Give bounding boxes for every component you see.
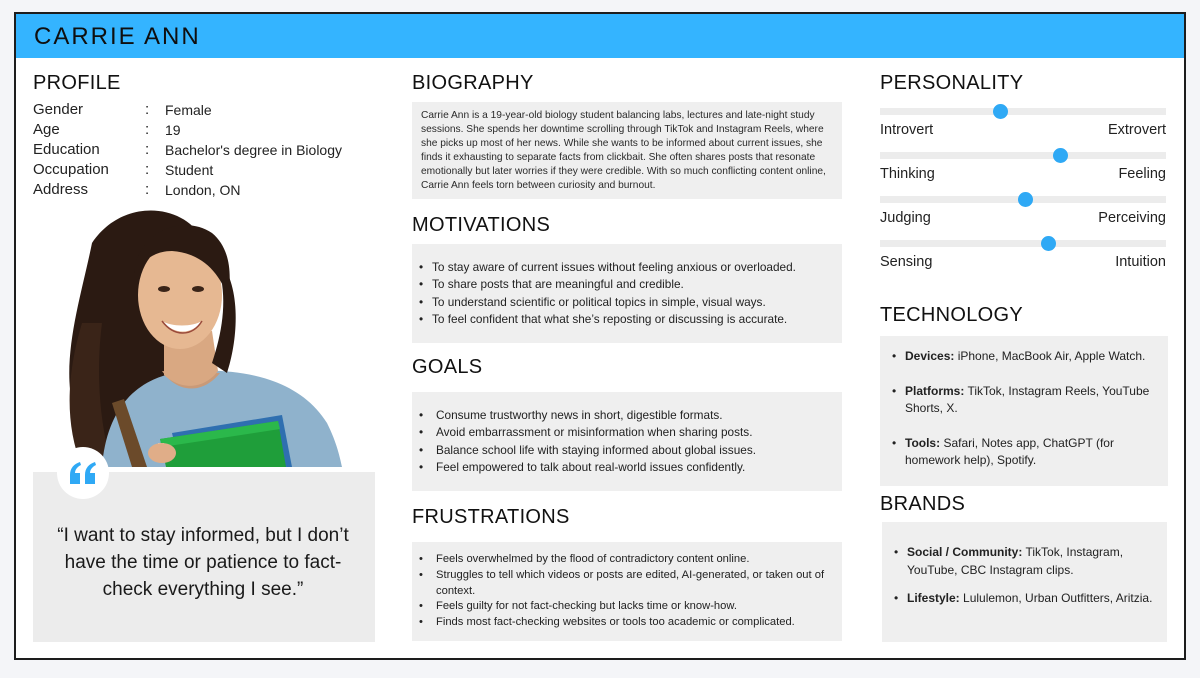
profile-separator: : bbox=[145, 121, 150, 138]
profile-value: Student bbox=[165, 162, 214, 178]
profile-value: London, ON bbox=[165, 182, 241, 198]
list-item bbox=[890, 435, 1158, 470]
motivations-panel bbox=[412, 244, 842, 343]
list-item: • Avoid embarrassment or misinformation when sharing posts. bbox=[412, 424, 842, 441]
profile-value: Bachelor's degree in Biology bbox=[165, 142, 343, 158]
technology-panel bbox=[880, 336, 1168, 486]
profile-list bbox=[33, 100, 342, 200]
list-item: • To stay aware of current issues without feeling anxious or overloaded. bbox=[412, 259, 842, 276]
profile-separator: : bbox=[145, 101, 150, 118]
list-item: • Balance school life with staying informed about global issues. bbox=[412, 442, 842, 459]
scale-left-label: Introvert bbox=[880, 122, 934, 138]
profile-row-age bbox=[33, 120, 342, 140]
item-text: TikTok, Instagram, YouTube, CBC Instagram clips. bbox=[907, 545, 1124, 577]
profile-label: Education bbox=[33, 141, 100, 158]
list-item: • To understand scientific or political topics in simple, visual ways. bbox=[412, 294, 842, 311]
scale-right-label: Feeling bbox=[1118, 166, 1166, 182]
list-item bbox=[890, 348, 1158, 366]
list-item: • Feel empowered to talk about real-world issues confidently. bbox=[412, 459, 842, 476]
list-item bbox=[890, 383, 1158, 418]
goals-heading: GOALS bbox=[412, 356, 483, 378]
list-item: • Feels overwhelmed by the flood of contradictory content online. bbox=[412, 552, 826, 568]
scale-left-label: Sensing bbox=[880, 254, 933, 270]
brands-panel bbox=[882, 522, 1167, 642]
profile-label: Address bbox=[33, 181, 89, 198]
scale-left-label: Thinking bbox=[880, 166, 935, 182]
item-label: Devices: bbox=[905, 349, 955, 363]
goals-list bbox=[412, 407, 842, 477]
list-item: • Struggles to tell which videos or posts are edited, AI-generated, or taken out of context. bbox=[412, 568, 826, 600]
list-item: • Consume trustworthy news in short, digestible formats. bbox=[412, 407, 842, 424]
frustrations-list bbox=[412, 552, 842, 631]
scale-marker bbox=[1053, 148, 1068, 163]
name-banner bbox=[16, 14, 1184, 58]
profile-value: Female bbox=[165, 102, 212, 118]
quote-mark-icon bbox=[57, 447, 109, 499]
personality-heading: PERSONALITY bbox=[880, 72, 1024, 94]
biography-text: Carrie Ann is a 19-year-old biology student balancing labs, lectures and late-night study sessions. She spends her downtime scrolling through TikTok and Instagram Reels, where she picks up most of her news. While she wants to be informed about current issues, she finds it exhausting to separate facts from clickbait. She often shares posts that resonate emotionally but later worries if they were credible. With so much conflicting content online, Carrie Ann feels torn between curiosity and burnout. bbox=[421, 110, 826, 191]
goals-panel bbox=[412, 392, 842, 491]
item-text: TikTok, Instagram Reels, YouTube Shorts, X. bbox=[905, 383, 1150, 415]
persona-photo bbox=[52, 203, 342, 467]
technology-list bbox=[880, 336, 1168, 470]
brands-heading: BRANDS bbox=[880, 493, 966, 515]
motivations-list bbox=[412, 259, 842, 329]
profile-row-education bbox=[33, 140, 342, 160]
persona-name: CARRIE ANN bbox=[34, 23, 201, 50]
scale-right-label: Extrovert bbox=[1107, 122, 1166, 138]
scale-left-label: Judging bbox=[880, 210, 931, 226]
frustrations-heading: FRUSTRATIONS bbox=[412, 506, 570, 528]
item-text: Lululemon, Urban Outfitters, Aritzia. bbox=[959, 591, 1153, 605]
persona-quote: “I want to stay informed, but I don’t have the time or patience to fact-check everything I see.” bbox=[57, 525, 349, 600]
item-text: Safari, Notes app, ChatGPT (for homework help), Spotify. bbox=[905, 435, 1114, 467]
scale-track bbox=[880, 152, 1166, 159]
technology-heading: TECHNOLOGY bbox=[880, 304, 1024, 326]
profile-row-address bbox=[33, 180, 342, 200]
list-item: • To feel confident that what she’s reposting or discussing is accurate. bbox=[412, 311, 842, 328]
item-label: Social / Community: bbox=[907, 545, 1023, 559]
profile-heading: PROFILE bbox=[33, 72, 121, 94]
profile-label: Gender bbox=[33, 101, 84, 118]
scale-right-label: Perceiving bbox=[1098, 210, 1166, 226]
profile-separator: : bbox=[145, 141, 150, 158]
profile-value: 19 bbox=[165, 122, 181, 138]
list-item: • Feels guilty for not fact-checking but lacks time or know-how. bbox=[412, 599, 826, 615]
profile-row-occupation bbox=[33, 160, 342, 180]
profile-label: Occupation bbox=[33, 161, 109, 178]
biography-heading: BIOGRAPHY bbox=[412, 72, 534, 94]
scale-right-label: Intuition bbox=[1115, 254, 1166, 270]
profile-separator: : bbox=[145, 181, 150, 198]
list-item: • Finds most fact-checking websites or tools too academic or complicated. bbox=[412, 615, 826, 631]
profile-label: Age bbox=[33, 121, 60, 138]
scale-track bbox=[880, 240, 1166, 247]
list-item bbox=[892, 590, 1157, 608]
list-item bbox=[892, 544, 1157, 579]
frustrations-panel bbox=[412, 542, 842, 641]
brands-list bbox=[882, 522, 1167, 608]
motivations-heading: MOTIVATIONS bbox=[412, 214, 551, 236]
item-text: iPhone, MacBook Air, Apple Watch. bbox=[954, 349, 1146, 363]
profile-separator: : bbox=[145, 161, 150, 178]
item-label: Lifestyle: bbox=[907, 591, 960, 605]
item-label: Platforms: bbox=[905, 383, 965, 398]
item-label: Tools: bbox=[905, 435, 941, 450]
biography-panel bbox=[412, 102, 842, 199]
scale-track bbox=[880, 108, 1166, 115]
scale-marker bbox=[993, 104, 1008, 119]
list-item: • To share posts that are meaningful and credible. bbox=[412, 276, 842, 293]
profile-row-gender bbox=[33, 100, 342, 120]
